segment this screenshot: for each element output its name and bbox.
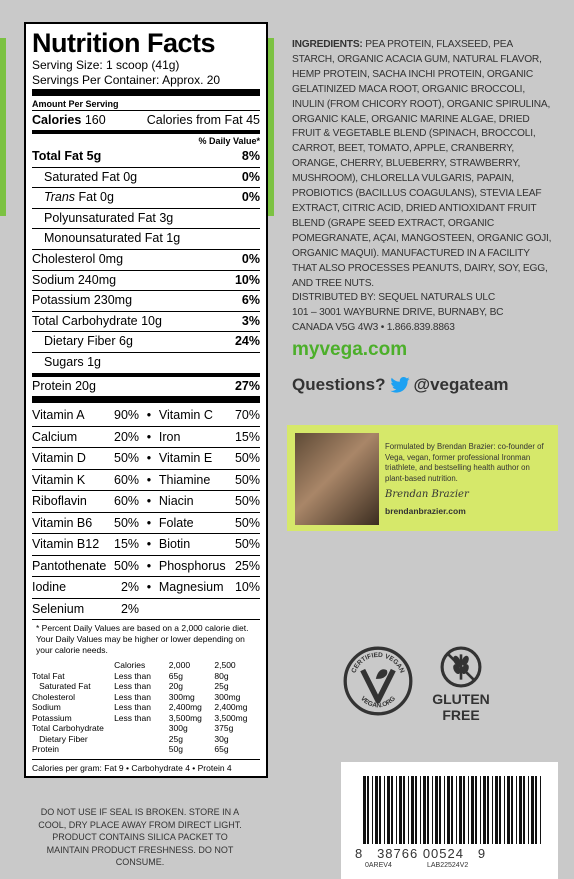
barcode-bar: [367, 776, 369, 844]
vitamin-row: [32, 426, 260, 448]
dv-table-cell: Less than: [114, 702, 151, 713]
dv-table-cell: 2,400mg: [214, 702, 248, 713]
dv-table-cell: Total Carbohydrate: [32, 723, 104, 734]
vitamin-percent: Vitamin C: [158, 408, 213, 423]
dv-table-cell: 2,500: [214, 660, 236, 671]
vitamin-row: [32, 490, 260, 512]
distributor-line-3: CANADA V5G 4W3 • 1.866.839.8863: [292, 322, 455, 333]
barcode-bar: [516, 776, 517, 844]
vitamin-rows: [32, 405, 260, 619]
vitamin-percent: 50%: [114, 515, 140, 530]
barcode-bar: [511, 776, 513, 844]
dv-table-cell: Dietary Fiber: [32, 733, 88, 744]
brendan-url[interactable]: brendanbrazier.com: [385, 506, 466, 516]
vitamin-percent: Niacin: [158, 494, 194, 509]
vitamin-name: 15%: [234, 429, 260, 444]
dv-table-cell: Total Fat: [32, 670, 65, 681]
green-accent-strip-right: [268, 38, 274, 216]
dv-table-cell: 20g: [168, 681, 183, 692]
nutrient-label: Monounsaturated Fat 1g: [44, 231, 181, 246]
brendan-signature: Brendan Brazier: [385, 489, 469, 500]
nutrient-label: Cholesterol 0mg: [32, 251, 124, 266]
nutrient-label: Sugars 1g: [44, 354, 101, 369]
serving-size: Serving Size: 1 scoop (41g): [32, 58, 180, 72]
vitamin-name: Iodine: [32, 580, 67, 595]
gluten-line-1: GLUTEN: [432, 691, 490, 707]
dv-table-row: [32, 692, 260, 703]
ingredients-text: PEA PROTEIN, FLAXSEED, PEA STARCH, ORGANIC ACACIA GUM, NATURAL FLAVOR, HEMP PROTEIN, SACHA INCHI PROTEIN, ORGANIC GELATINIZED MACA ROOT, ORGANIC BROCCOLI, INULIN (FROM CHICORY ROOT), ORGANIC SPIRULINA, ORGANIC KALE, ORGANIC MARINE ALGAE, DRIED FRUIT & VEGETABLE BLEND (SPINACH, BROCCOLI, CARROT, BEET, TOMATO, APPLE, CRANBERRY, ORANGE, CHERRY, BLUEBERRY, STRAWBERRY, MUSHROOM), CHLORELLA VULGARIS, PAPAIN, PROBIOTICS (BACILLUS COAGULANS), STEVIA LEAF EXTRACT, CITRIC ACID, DRIED ANTIOXIDANT FRUIT BLEND (GRAPE SEED EXTRACT, ORGANIC POMEGRANATE, AÇAI, MANGOSTEEN, ORGANIC GOJI, ORGANIC MAQUI). MANUFACTURED IN A FACILITY THAT ALSO PROCESSES PEANUTS, DAIRY, SOY, EGG, AND TREE NUTS.: [292, 39, 552, 289]
dv-table-row: [32, 723, 260, 734]
vitamin-percent: Vitamin E: [158, 451, 213, 466]
bullet-separator: •: [146, 451, 152, 466]
dv-table-cell: 65g: [168, 670, 183, 681]
vitamin-percent: Thiamine: [158, 472, 211, 487]
barcode-bar: [444, 776, 445, 844]
nutrient-row: [32, 249, 260, 270]
nutrient-row: [32, 208, 260, 229]
vitamin-percent: 2%: [120, 601, 140, 616]
nutrient-label: Saturated Fat 0g: [44, 169, 138, 184]
nutrient-row: [32, 352, 260, 373]
barcode-bar: [435, 776, 438, 844]
dv-table-cell: 300mg: [168, 691, 195, 702]
dv-table-cell: 300g: [168, 723, 188, 734]
vitamin-name: 10%: [234, 580, 260, 595]
distributor-block: [292, 290, 554, 335]
barcode-bar: [432, 776, 433, 844]
vitamin-name: Vitamin B12: [32, 537, 100, 552]
nutrient-row: [32, 311, 260, 332]
twitter-bird-icon: [390, 377, 410, 393]
dv-table-cell: 375g: [214, 723, 234, 734]
dv-table-cell: 300mg: [214, 691, 241, 702]
vitamin-row: [32, 512, 260, 534]
dv-table-cell: [114, 744, 169, 755]
barcode-bar: [375, 776, 378, 844]
nutrient-percent: 3%: [241, 313, 260, 328]
vitamin-percent: [159, 599, 230, 620]
nutrient-label: Polyunsaturated Fat 3g: [44, 210, 174, 225]
nutrient-row: [32, 187, 260, 208]
barcode-bar: [535, 776, 537, 844]
vitamin-name: 50%: [234, 537, 260, 552]
bullet-separator: •: [146, 537, 152, 552]
amount-per-serving: Amount Per Serving: [32, 99, 119, 109]
barcode-bar: [363, 776, 366, 844]
barcode-bar: [447, 776, 450, 844]
nutrient-row: [32, 373, 260, 397]
bullet-separator: •: [146, 429, 152, 444]
barcode-code-1: 0AREV4: [365, 862, 392, 869]
barcode-bar: [451, 776, 453, 844]
dv-table-cell: 3,500mg: [168, 712, 202, 723]
bullet-separator: •: [146, 580, 152, 595]
vitamin-name: 70%: [234, 408, 260, 423]
bullet-separator: •: [146, 558, 152, 573]
barcode-bar: [399, 776, 402, 844]
barcode-bar: [523, 776, 525, 844]
vitamin-percent: Biotin: [158, 537, 191, 552]
certified-vegan-badge-icon: [343, 646, 413, 716]
calories-label: Calories: [32, 113, 82, 127]
bullet-separator: •: [146, 408, 152, 423]
servings-per-container: Servings Per Container: Approx. 20: [32, 73, 221, 87]
barcode-bar: [420, 776, 421, 844]
nutrient-row: [32, 331, 260, 352]
barcode-bar: [499, 776, 501, 844]
barcode-bar: [468, 776, 469, 844]
barcode-bar: [427, 776, 429, 844]
nutrient-row: [32, 167, 260, 188]
barcode-panel: [341, 762, 558, 879]
vitamin-row: [32, 447, 260, 469]
vitamin-name: Pantothenate: [32, 558, 107, 573]
vitamin-percent: 20%: [114, 429, 140, 444]
calories-value: 160: [84, 113, 106, 127]
vitamin-percent: 2%: [120, 580, 140, 595]
nutrient-label: Total Carbohydrate 10g: [32, 313, 162, 328]
vitamin-name: [230, 599, 260, 620]
bullet-separator: [139, 599, 159, 620]
barcode-bar: [396, 776, 397, 844]
dv-table-row: [32, 713, 260, 724]
dv-table-cell: 30g: [214, 733, 229, 744]
dv-table-row: [32, 734, 260, 745]
nutrient-percent: 0%: [241, 251, 260, 266]
vitamin-name: 50%: [234, 472, 260, 487]
footnote: * Percent Daily Values are based on a 2,000 calorie diet. Your Daily Values may be higher or lower depending on your calorie needs.: [36, 623, 249, 656]
twitter-handle[interactable]: @vegateam: [413, 375, 509, 394]
nutrient-row: [32, 270, 260, 291]
nutrient-rows: [32, 147, 260, 396]
barcode-bar: [540, 776, 541, 844]
vitamin-row: [32, 576, 260, 598]
nutrient-label: Trans Fat 0g: [44, 190, 114, 205]
nutrient-row: [32, 147, 260, 167]
dv-table-row: [32, 744, 260, 755]
dv-table-cell: Sodium: [32, 702, 61, 713]
barcode-bar: [528, 776, 529, 844]
dv-table-cell: 65g: [214, 744, 229, 755]
barcode-bar: [507, 776, 510, 844]
dv-table-cell: 25g: [168, 733, 183, 744]
vitamin-percent: 15%: [114, 537, 140, 552]
dv-table-cell: [114, 734, 169, 745]
calories-from-fat: Calories from Fat 45: [146, 113, 260, 127]
barcode-bar: [456, 776, 457, 844]
vitamin-row: [32, 555, 260, 577]
website-link[interactable]: myvega.com: [292, 339, 408, 360]
nutrient-percent: 24%: [234, 334, 260, 349]
vitamin-name: Vitamin B6: [32, 515, 93, 530]
barcode-bar: [423, 776, 426, 844]
vitamin-name: Calcium: [32, 429, 78, 444]
nutrient-label: Protein 20g: [32, 378, 96, 393]
nutrient-row: [32, 228, 260, 249]
bullet-separator: •: [146, 472, 152, 487]
calories-row: [32, 110, 260, 129]
barcode-bar: [531, 776, 534, 844]
vitamin-name: 50%: [234, 451, 260, 466]
brendan-text: Formulated by Brendan Brazier: co-founder of Vega, vegan, former professional Ironman triathlete, and bestselling health author on plant-based nutrition.: [385, 442, 544, 483]
barcode-bar: [408, 776, 409, 844]
barcode-bar: [475, 776, 477, 844]
gluten-free-badge: [430, 646, 492, 723]
barcode-bar: [483, 776, 486, 844]
vegan-badge-bottom-text: VEGAN.ORG: [359, 695, 397, 710]
barcode-bar: [415, 776, 417, 844]
dv-table-cell: [114, 723, 169, 734]
nutrient-percent: 8%: [241, 149, 260, 163]
dv-table-cell: Less than: [114, 691, 151, 702]
vitamin-name: 50%: [234, 494, 260, 509]
vitamin-percent: 90%: [114, 408, 140, 423]
vitamin-row: [32, 469, 260, 491]
nutrient-row: [32, 290, 260, 311]
vegan-badge-top-text: CERTIFIED VEGAN: [350, 651, 406, 675]
vitamin-name: Vitamin A: [32, 408, 85, 423]
vitamin-name: Riboflavin: [32, 494, 87, 509]
barcode-bar: [459, 776, 462, 844]
nutrient-percent: 0%: [241, 169, 260, 184]
storage-warning: DO NOT USE IF SEAL IS BROKEN. STORE IN A COOL, DRY PLACE AWAY FROM DIRECT LIGHT. PRODUCT CONTAINS SILICA PACKET TO MAINTAIN PRODUCT FRESHNESS. DO NOT CONSUME.: [38, 807, 242, 867]
brendan-photo: [295, 433, 379, 525]
dv-table-row: [32, 702, 260, 713]
dv-table-cell: 3,500mg: [214, 712, 248, 723]
vitamin-percent: 60%: [114, 494, 140, 509]
dv-table-cell: Saturated Fat: [32, 681, 91, 692]
dv-table-row: [32, 671, 260, 682]
bullet-separator: •: [146, 515, 152, 530]
distributor-line-2: 101 – 3001 WAYBURNE DRIVE, BURNABY, BC: [292, 307, 504, 318]
dv-table-cell: Potassium: [32, 712, 72, 723]
vitamin-row: [32, 598, 260, 620]
nutrient-label: Dietary Fiber 6g: [44, 334, 133, 349]
vitamin-row: [32, 533, 260, 555]
vitamin-percent: Phosphorus: [158, 558, 226, 573]
bullet-separator: •: [146, 494, 152, 509]
barcode-icon: [363, 776, 543, 844]
barcode-bar: [387, 776, 390, 844]
barcode-bar: [439, 776, 441, 844]
barcode-bar: [471, 776, 474, 844]
dv-table-cell: 2,000: [168, 660, 191, 671]
dv-table-cell: Less than: [114, 670, 151, 681]
dv-table-cell: 2,400mg: [168, 702, 202, 713]
vitamin-percent: 60%: [114, 472, 140, 487]
dv-table-cell: 50g: [168, 744, 183, 755]
vitamin-name: Selenium: [32, 601, 85, 616]
nutrient-label: Total Fat 5g: [32, 149, 102, 163]
nutrition-title: Nutrition Facts: [32, 28, 216, 58]
barcode-number: 8 38766 00524 9: [355, 846, 487, 861]
barcode-bar: [384, 776, 385, 844]
dv-table-cell: Less than: [114, 681, 151, 692]
questions-line: [292, 375, 509, 395]
vitamin-name: Vitamin D: [32, 451, 86, 466]
nutrient-percent: 10%: [234, 272, 260, 287]
barcode-code-2: LAB22524V2: [427, 862, 469, 869]
vitamin-name: 25%: [234, 558, 260, 573]
nutrient-percent: 0%: [241, 190, 260, 205]
nutrient-percent: 6%: [241, 293, 260, 308]
vitamin-percent: Magnesium: [158, 580, 224, 595]
nutrient-label: Sodium 240mg: [32, 272, 117, 287]
green-accent-strip-left: [0, 38, 6, 216]
gluten-free-wheat-icon: [440, 646, 482, 688]
barcode-bar: [372, 776, 373, 844]
barcode-bar: [403, 776, 405, 844]
dv-table-cell: [32, 660, 114, 671]
vitamin-name: 50%: [234, 515, 260, 530]
barcode-bar: [495, 776, 498, 844]
vitamin-percent: Iron: [158, 429, 181, 444]
barcode-bar: [411, 776, 414, 844]
nutrient-label: Potassium 230mg: [32, 293, 133, 308]
dv-table-cell: 80g: [214, 670, 229, 681]
ingredients-label: INGREDIENTS:: [292, 39, 363, 50]
dv-table-cell: Less than: [114, 712, 151, 723]
barcode-bar: [504, 776, 505, 844]
dv-table-cell: Cholesterol: [32, 691, 75, 702]
vitamin-percent: 50%: [114, 451, 140, 466]
gluten-line-2: FREE: [442, 707, 480, 723]
daily-value-header: % Daily Value*: [198, 136, 260, 146]
barcode-bar: [463, 776, 465, 844]
brendan-panel: [287, 425, 558, 531]
dv-table-cell: Calories: [114, 660, 146, 671]
calories-per-gram: Calories per gram: Fat 9 • Carbohydrate 4 • Protein 4: [32, 762, 232, 773]
barcode-bar: [391, 776, 393, 844]
dv-table-cell: Protein: [32, 744, 59, 755]
ingredients-block: [292, 38, 554, 291]
questions-label: Questions?: [292, 375, 386, 394]
dv-table-row: [32, 681, 260, 692]
dv-table-cell: 25g: [214, 681, 229, 692]
vitamin-percent: 50%: [114, 558, 140, 573]
barcode-bar: [519, 776, 522, 844]
nutrient-percent: 27%: [234, 378, 260, 393]
barcode-bar: [487, 776, 489, 844]
barcode-bar: [379, 776, 381, 844]
barcode-bar: [480, 776, 481, 844]
distributor-line-1: DISTRIBUTED BY: SEQUEL NATURALS ULC: [292, 292, 496, 303]
vitamin-row: [32, 405, 260, 426]
daily-value-table: [32, 660, 260, 755]
barcode-bar: [492, 776, 493, 844]
dv-table-row: [32, 660, 260, 671]
vitamin-name: Vitamin K: [32, 472, 86, 487]
nutrition-facts-panel: [24, 22, 268, 778]
vitamin-percent: Folate: [158, 515, 194, 530]
